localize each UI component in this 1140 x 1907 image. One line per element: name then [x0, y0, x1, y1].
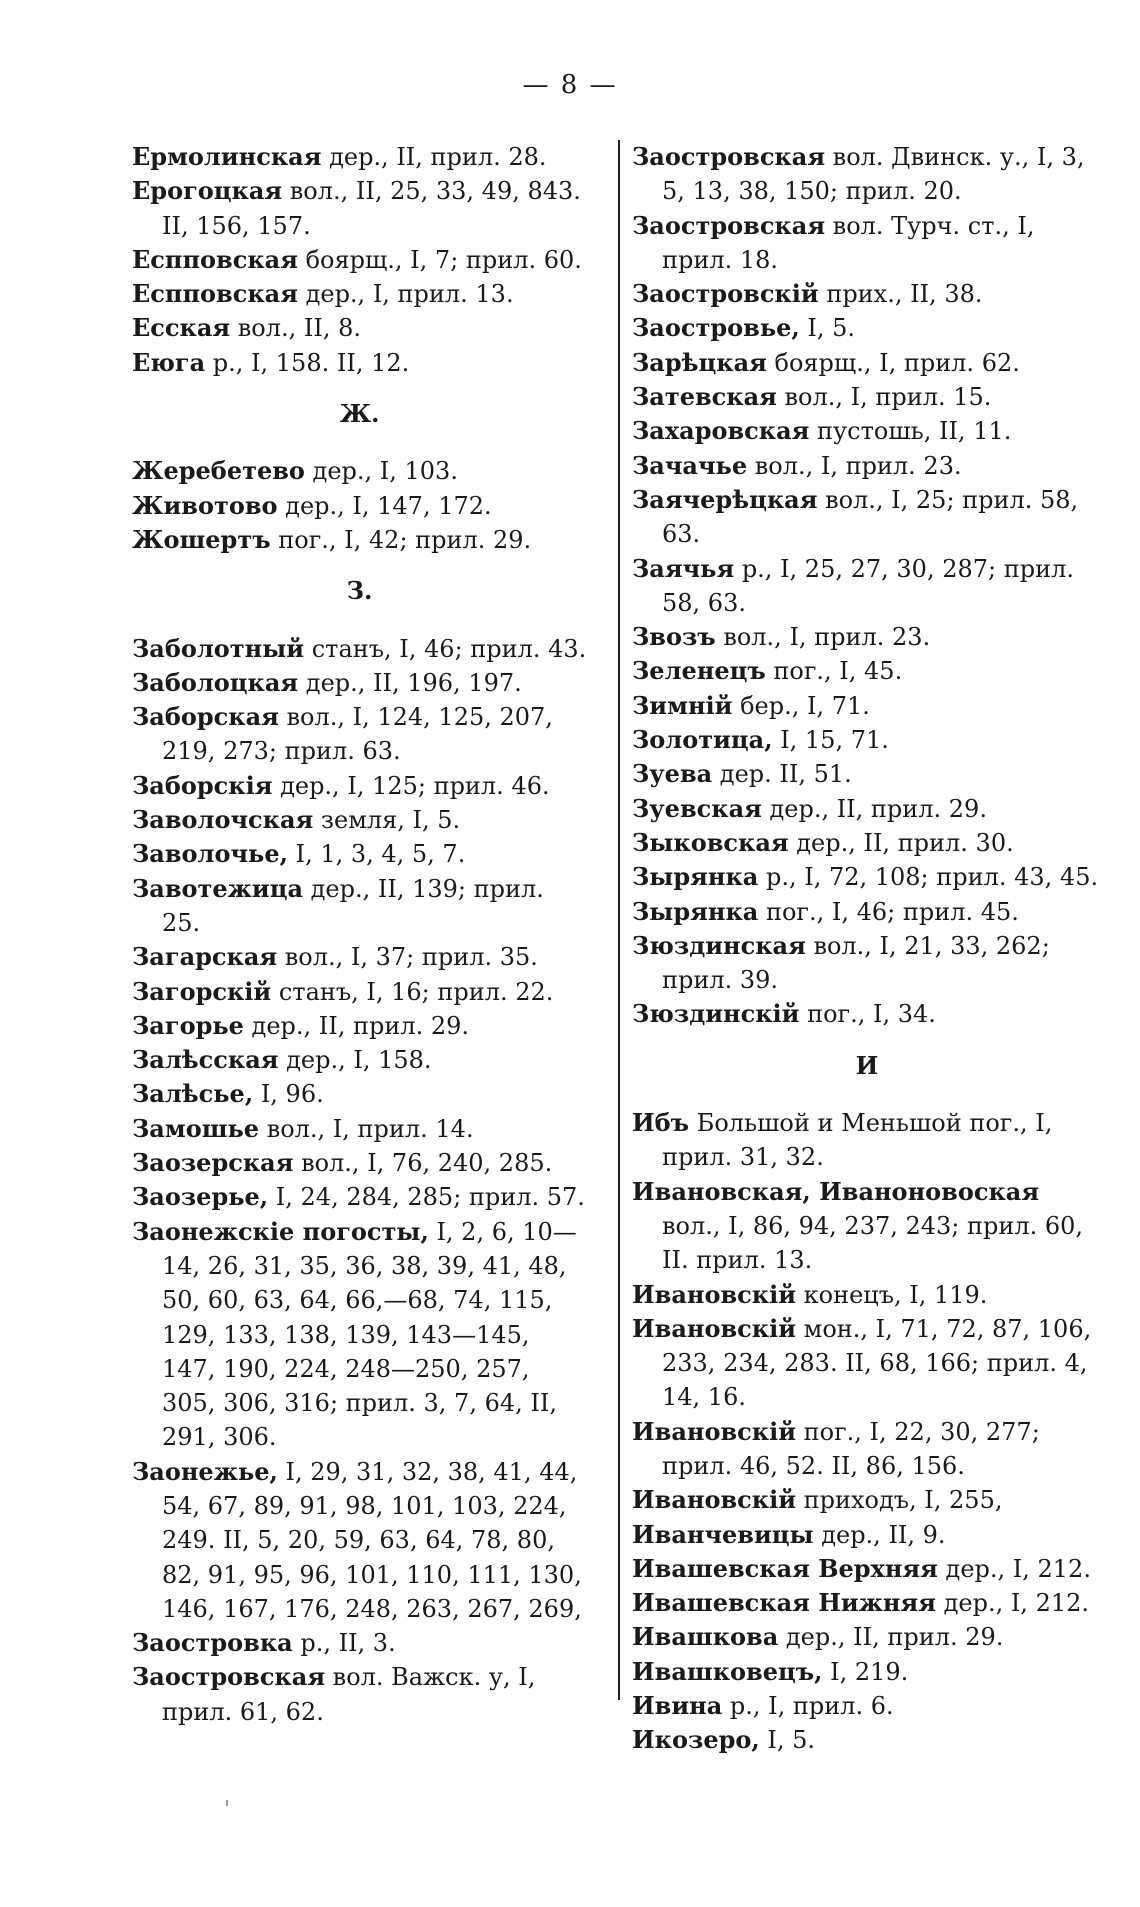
entry-term: Ивановскій	[632, 1313, 797, 1343]
entry-references: дер., I, 147, 172.	[277, 491, 492, 520]
index-entry	[632, 654, 1102, 688]
entry-term: Заостровская	[632, 210, 826, 240]
index-entry	[132, 1660, 587, 1729]
entry-references: вол. Важск. у, I, прил. 61, 62.	[162, 1663, 536, 1726]
index-entry	[632, 860, 1102, 894]
entry-term: Заонежскіе погосты,	[132, 1216, 429, 1246]
entry-references: дер., II, прил. 28.	[321, 143, 547, 171]
entry-term: Ерогоцкая	[132, 176, 283, 206]
index-entry	[632, 1586, 1102, 1620]
index-entry	[132, 632, 587, 666]
entry-term: Ивашевская Верхняя	[632, 1553, 938, 1583]
entry-term: Загарская	[132, 942, 278, 972]
entry-references: р., II, 3.	[292, 1629, 396, 1658]
entry-term: Захаровская	[632, 416, 810, 446]
entry-references: вол., I, 124, 125, 207, 219, 273; прил. 63.	[162, 703, 553, 766]
entry-references: пог., I, 34.	[799, 1000, 936, 1029]
entry-term: Еспповская	[132, 244, 298, 274]
index-entry	[132, 523, 587, 557]
index-column-left	[132, 140, 587, 1729]
index-entry	[632, 1483, 1102, 1517]
entry-term: Ивановская, Иваноновоская	[632, 1176, 1040, 1206]
entry-references: I, 96.	[253, 1080, 324, 1109]
entry-references: вол., I, 21, 33, 262; прил. 39.	[662, 931, 1050, 995]
entry-term: Завотежица	[132, 873, 303, 903]
index-entry	[132, 666, 587, 700]
entry-references: вол. Турч. ст., I, прил. 18.	[662, 211, 1035, 274]
entry-term: Зыковская	[632, 827, 789, 857]
entry-references: земля, I, 5.	[313, 806, 461, 835]
entry-term: Заонежье,	[132, 1456, 278, 1486]
index-entry	[632, 140, 1102, 209]
entry-references: вол., II, 25, 33, 49, 843. II, 156, 157.	[162, 177, 581, 240]
entry-term: Ивановскій	[632, 1416, 797, 1446]
index-entry	[632, 792, 1102, 826]
section-letter: И	[855, 1050, 879, 1080]
entry-references: дер., II, прил. 30.	[788, 828, 1014, 857]
index-entry	[132, 1077, 587, 1111]
index-entry	[632, 483, 1102, 552]
index-entry	[632, 277, 1102, 311]
entry-term: Еюга	[132, 347, 206, 377]
entry-references: дер., I, прил. 13.	[297, 280, 514, 309]
entry-references: приходъ, I, 255,	[796, 1486, 1003, 1515]
index-entry	[132, 1043, 587, 1077]
entry-references: I, 2, 6, 10—14, 26, 31, 35, 36, 38, 39, 41, 48, 50, 60, 63, 64, 66,—68, 74, 115, 129, 133, 138, 139, 143—145, 147, 190, 224, 248—250, 257, 305, 306, 316; прил. 3, 7, 64, II, 291, 306.	[162, 1217, 577, 1452]
entry-references: вол., I, прил. 23.	[747, 451, 962, 480]
entry-references: станъ, I, 16; прил. 22.	[271, 977, 554, 1006]
entry-references: дер., II, прил. 29.	[761, 794, 987, 823]
index-entry	[132, 1626, 587, 1660]
entry-references: I, 5.	[759, 1726, 816, 1755]
entry-term: Заволочская	[132, 805, 314, 835]
index-entry	[632, 689, 1102, 723]
entry-term: Животово	[132, 490, 278, 520]
entry-term: Зюздинская	[632, 930, 806, 960]
entry-term: Золотица,	[632, 725, 773, 755]
entry-references: I, 24, 284, 285; прил. 57.	[268, 1183, 585, 1212]
index-entry	[632, 997, 1102, 1031]
index-entry	[132, 700, 587, 769]
entry-references: мон., I, 71, 72, 87, 106, 233, 234, 283. II, 68, 166; прил. 4, 14, 16.	[662, 1314, 1092, 1412]
entry-term: Заборскія	[132, 770, 273, 800]
index-entry	[132, 940, 587, 974]
entry-term: Жеребетево	[132, 456, 305, 486]
entry-term: Заборская	[132, 702, 279, 732]
section-letter: Ж.	[339, 399, 380, 429]
index-entry	[132, 1009, 587, 1043]
entry-references: вол., I, 76, 240, 285.	[293, 1149, 553, 1178]
entry-term: Ермолинская	[132, 142, 322, 171]
index-entry	[132, 1146, 587, 1180]
entry-references: вол., I, прил. 14.	[259, 1114, 474, 1143]
entry-references: станъ, I, 46; прил. 43.	[304, 634, 587, 663]
entry-references: боярщ., I, прил. 62.	[766, 348, 1020, 377]
index-column-right	[632, 140, 1102, 1758]
entry-term: Заостровье,	[632, 313, 800, 343]
index-entry	[632, 757, 1102, 791]
entry-term: Ибъ	[632, 1108, 690, 1138]
section-letter: З.	[346, 576, 373, 606]
index-entry	[632, 1655, 1102, 1689]
entry-term: Заостровская	[632, 142, 826, 171]
ink-speck	[226, 1800, 228, 1806]
index-entry	[632, 209, 1102, 278]
index-entry	[132, 346, 587, 380]
entry-term: Ивина	[632, 1691, 723, 1721]
index-entry	[132, 454, 587, 488]
index-entry	[632, 723, 1102, 757]
index-entry	[132, 1215, 587, 1455]
entry-references: I, 15, 71.	[772, 726, 889, 755]
index-entry	[132, 277, 587, 311]
index-entry	[132, 243, 587, 277]
index-entry	[632, 1415, 1102, 1484]
entry-term: Заостровскій	[632, 279, 819, 309]
index-entry	[632, 1552, 1102, 1586]
index-entry	[632, 895, 1102, 929]
entry-references: пог., I, 45.	[765, 657, 903, 686]
entry-references: вол., I, 37; прил. 35.	[277, 943, 538, 972]
entry-references: пог., I, 46; прил. 45.	[758, 897, 1019, 926]
entry-references: р., I, прил. 6.	[722, 1692, 894, 1721]
index-entry	[632, 826, 1102, 860]
entry-references: вол. Двинск. у., I, 3, 5, 13, 38, 150; прил. 20.	[662, 143, 1085, 206]
entry-term: Звозъ	[632, 622, 716, 652]
index-entry	[132, 872, 587, 941]
entry-term: Заболоцкая	[132, 667, 299, 697]
entry-references: вол., II, 8.	[230, 314, 361, 343]
entry-references: пустошь, II, 11.	[809, 417, 1012, 446]
entry-references: дер. II, 51.	[712, 760, 852, 789]
index-entry	[132, 489, 587, 523]
index-entry	[632, 1278, 1102, 1312]
entry-references: вол., I, 86, 94, 237, 243; прил. 60, II. прил. 13.	[662, 1211, 1084, 1275]
entry-references: прих., II, 38.	[818, 280, 983, 309]
index-entry	[132, 140, 587, 174]
entry-term: Зырянка	[632, 862, 759, 892]
entry-term: Зимній	[632, 690, 733, 720]
entry-term: Зачачье	[632, 450, 748, 480]
entry-term: Иванчевицы	[632, 1519, 814, 1549]
entry-term: Заячья	[632, 553, 735, 583]
entry-term: Икозеро,	[632, 1725, 760, 1755]
entry-term: Зюздинскій	[632, 999, 800, 1029]
index-entry	[132, 311, 587, 345]
index-entry	[632, 1312, 1102, 1415]
entry-term: Зеленецъ	[632, 656, 766, 686]
entry-term: Заболотный	[132, 633, 305, 663]
column-divider	[618, 140, 620, 1700]
index-entry	[132, 1180, 587, 1214]
index-entry	[632, 1518, 1102, 1552]
entry-references: I, 29, 31, 32, 38, 41, 44, 54, 67, 89, 91, 98, 101, 103, 224, 249. II, 5, 20, 59, 63, 64, 78, 80, 82, 91, 95, 96, 101, 110, 111, 130, 146, 167, 176, 248, 263, 267, 269,	[162, 1457, 582, 1623]
entry-term: Зырянка	[632, 896, 759, 926]
entry-references: дер., II, 9.	[813, 1520, 946, 1549]
index-entry	[132, 837, 587, 871]
index-entry	[632, 1723, 1102, 1757]
index-entry	[132, 1455, 587, 1626]
entry-references: вол., I, прил. 15.	[776, 383, 992, 412]
index-entry	[632, 380, 1102, 414]
entry-term: Ивановскій	[632, 1485, 797, 1515]
entry-references: дер., II, прил. 29.	[243, 1011, 470, 1040]
entry-term: Ивашкова	[632, 1622, 779, 1652]
entry-references: дер., I, 103.	[304, 457, 458, 486]
index-entry	[632, 1620, 1102, 1654]
entry-term: Зарѣцкая	[632, 347, 767, 377]
entry-references: дер., I, 212.	[935, 1589, 1090, 1618]
entry-references: боярщ., I, 7; прил. 60.	[297, 245, 582, 274]
entry-term: Заостровка	[132, 1628, 293, 1658]
entry-references: дер., I, 212.	[937, 1554, 1091, 1583]
page-number: — 8 —	[522, 70, 618, 100]
entry-term: Жошертъ	[132, 524, 271, 554]
index-entry	[632, 346, 1102, 380]
entry-references: I, 219.	[822, 1657, 909, 1686]
entry-term: Заозерье,	[132, 1182, 269, 1212]
index-entry	[632, 552, 1102, 621]
entry-term: Есская	[132, 313, 231, 343]
entry-references: дер., I, 158.	[278, 1046, 432, 1075]
index-entry	[632, 414, 1102, 448]
entry-term: Заостровская	[132, 1662, 326, 1692]
entry-term: Загорскій	[132, 976, 272, 1006]
entry-term: Заячерѣцкая	[632, 484, 818, 514]
entry-term: Замошье	[132, 1113, 260, 1143]
index-entry	[632, 1689, 1102, 1723]
index-entry	[632, 929, 1102, 998]
entry-references: I, 1, 3, 4, 5, 7.	[287, 840, 466, 869]
entry-term: Ивашевская Нижняя	[632, 1588, 936, 1618]
index-entry	[132, 975, 587, 1009]
index-entry	[632, 449, 1102, 483]
entry-references: пог., I, 22, 30, 277; прил. 46, 52. II, 86, 156.	[662, 1417, 1040, 1480]
entry-references: вол., I, прил. 23.	[715, 623, 931, 652]
index-entry	[632, 620, 1102, 654]
entry-term: Загорье	[132, 1010, 244, 1040]
entry-term: Затевская	[632, 382, 777, 412]
entry-references: Большой и Меньшой пог., I, прил. 31, 32.	[662, 1109, 1053, 1172]
entry-references: дер., II, 139; прил. 25.	[162, 874, 544, 937]
entry-references: вол., I, 25; прил. 58, 63.	[662, 485, 1079, 549]
index-entry	[632, 311, 1102, 345]
index-entry	[132, 174, 587, 243]
entry-term: Зуева	[632, 759, 713, 789]
index-entry	[132, 1112, 587, 1146]
entry-term: Заволочье,	[132, 839, 288, 869]
entry-term: Ивановскій	[632, 1279, 797, 1309]
index-entry	[132, 803, 587, 837]
entry-references: дер., II, 196, 197.	[298, 668, 522, 697]
entry-term: Ивашковецъ,	[632, 1656, 823, 1686]
entry-references: р., I, 72, 108; прил. 43, 45.	[758, 863, 1099, 892]
entry-term: Залѣсье,	[132, 1079, 254, 1109]
entry-references: пог., I, 42; прил. 29.	[270, 525, 532, 554]
entry-references: I, 5.	[799, 314, 855, 343]
entry-references: р., I, 25, 27, 30, 287; прил. 58, 63.	[662, 554, 1074, 617]
index-entry	[632, 1106, 1102, 1175]
index-entry	[132, 769, 587, 803]
entry-term: Заозерская	[132, 1148, 294, 1178]
entry-term: Еспповская	[132, 279, 298, 309]
entry-references: р., I, 158. II, 12.	[205, 348, 410, 377]
entry-term: Зуевская	[632, 793, 762, 823]
entry-references: бер., I, 71.	[732, 691, 870, 720]
entry-references: конецъ, I, 119.	[796, 1280, 988, 1309]
entry-references: дер., I, 125; прил. 46.	[272, 771, 550, 800]
entry-term: Залѣсская	[132, 1045, 279, 1075]
entry-references: дер., II, прил. 29.	[778, 1623, 1004, 1652]
index-entry	[632, 1175, 1102, 1278]
